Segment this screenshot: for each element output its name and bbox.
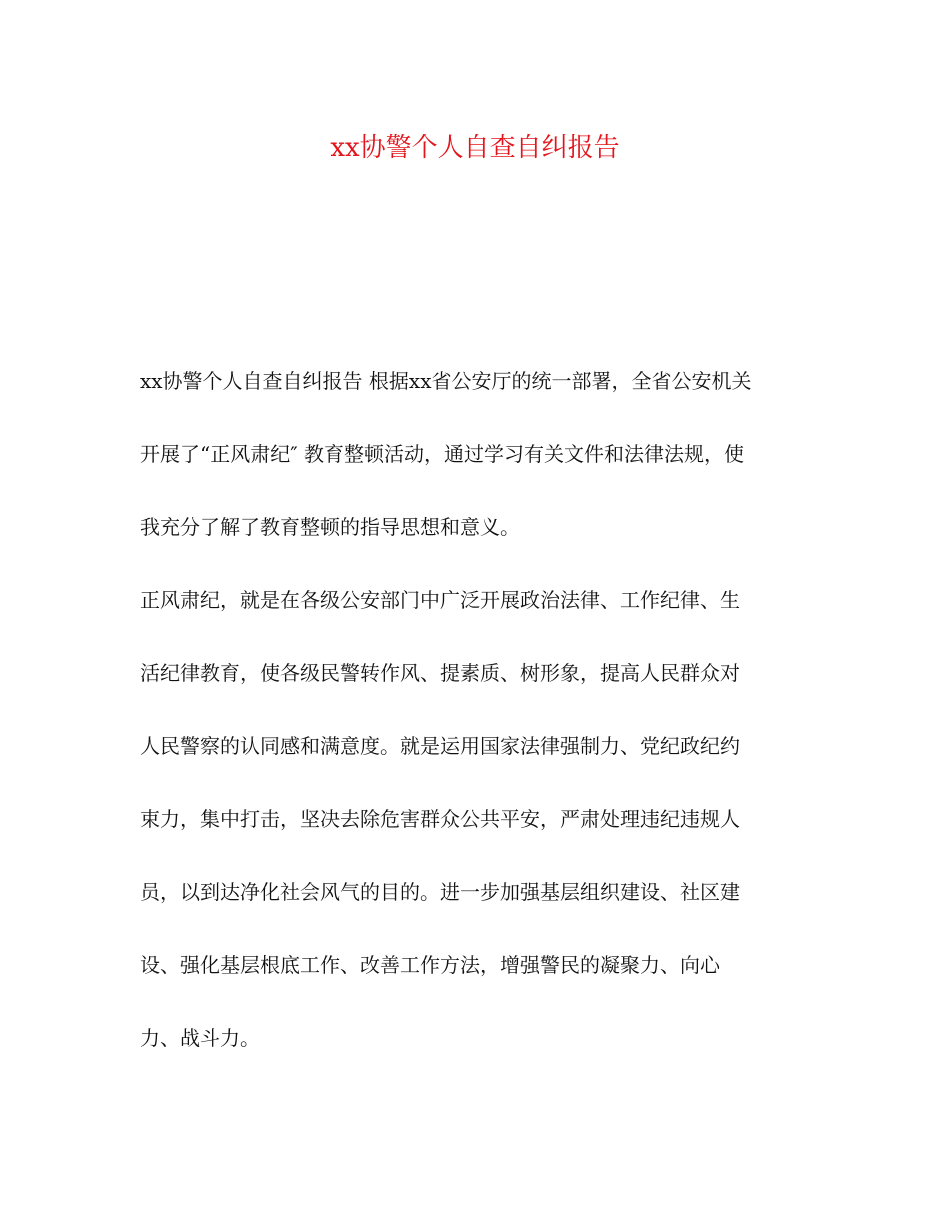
body-line: 员，以到达净化社会风气的目的。进一步加强基层组织建设、社区建: [140, 880, 740, 904]
body-line: 开展了“正风肃纪″ 教育整顿活动，通过学习有关文件和法律法规，使: [140, 442, 745, 466]
body-line: xx协警个人自查自纠报告 根据xx省公安厅的统一部署，全省公安机关: [140, 369, 752, 393]
body-line: 人民警察的认同感和满意度。就是运用国家法律强制力、党纪政纪约: [140, 734, 740, 758]
body-line: 正风肃纪，就是在各级公安部门中广泛开展政治法律、工作纪律、生: [140, 588, 740, 612]
document-title: xx协警个人自查自纠报告: [330, 133, 620, 163]
body-line: 束力，集中打击，坚决去除危害群众公共平安，严肃处理违纪违规人: [140, 807, 740, 831]
body-line: 活纪律教育，使各级民警转作风、提素质、树形象，提高人民群众对: [140, 661, 740, 685]
document-body: [140, 356, 820, 1086]
body-line: 力、战斗力。: [140, 1026, 260, 1050]
body-line: 我充分了解了教育整顿的指导思想和意义。: [140, 515, 520, 539]
body-line: 设、强化基层根底工作、改善工作方法，增强警民的凝聚力、向心: [140, 953, 720, 977]
